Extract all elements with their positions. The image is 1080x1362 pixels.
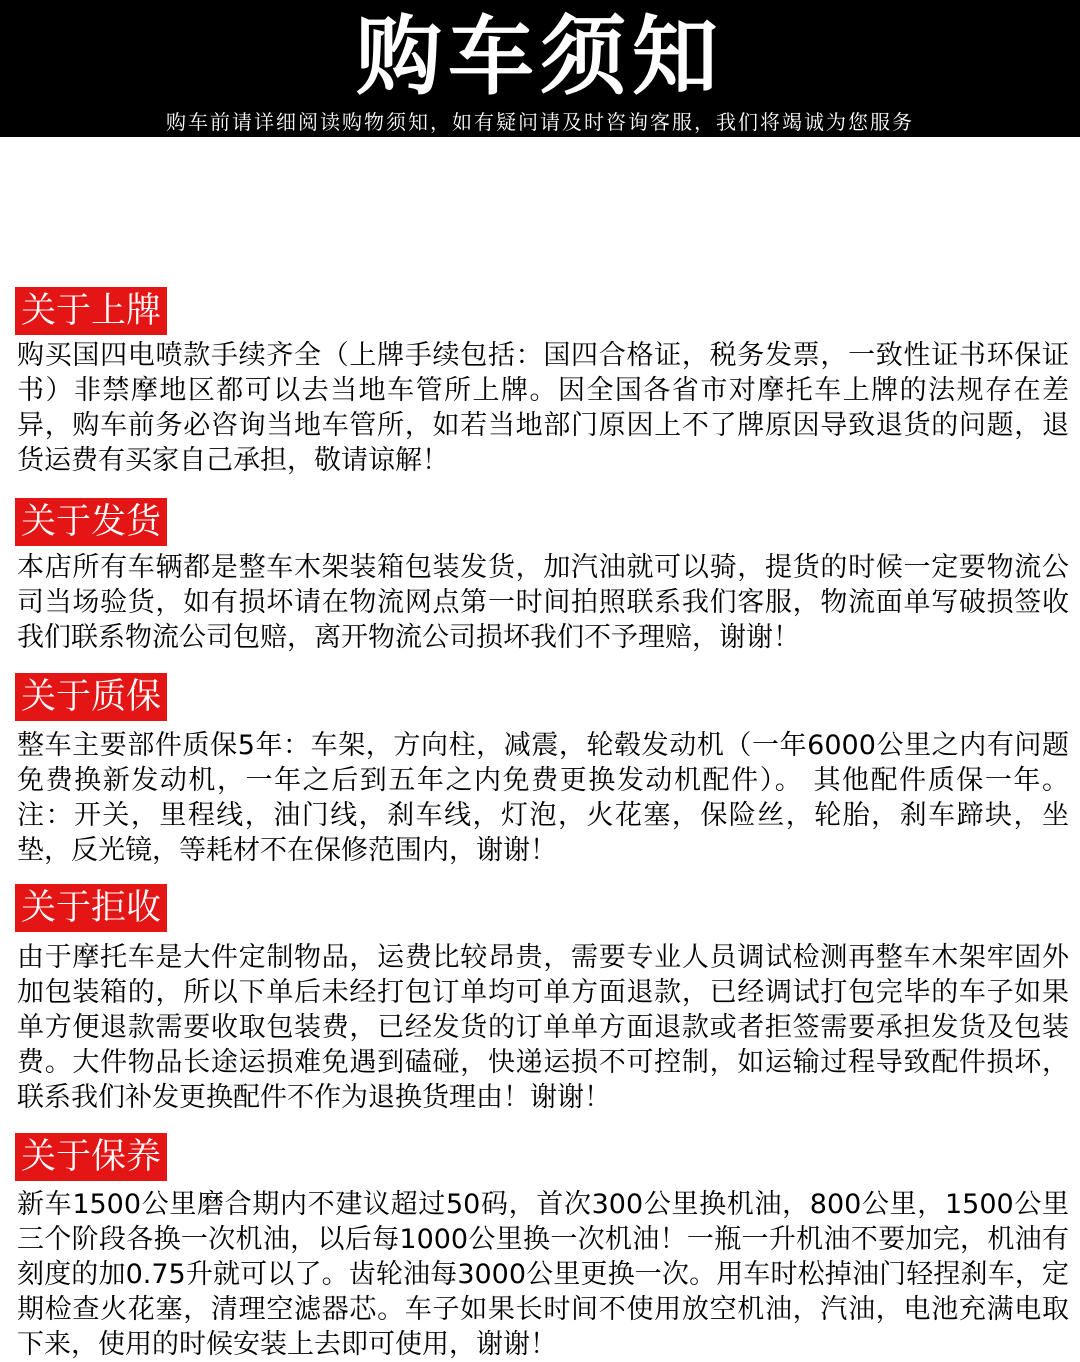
section-text: 购买国四电喷款手续齐全（上牌手续包括：国四合格证，税务发票，一致性证书环保证书）非禁摩地区都可以去当地车管所上牌。因全国各省市对摩托车上牌的法规存在差异，购车前务必咨询当地车管所，如若当地部门原因上不了牌原因导致退货的问题，退货运费有买家自己承担，敬请谅解！ — [17, 340, 1069, 476]
section-text: 整车主要部件质保5年：车架，方向柱，减震，轮毂发动机（一年6000公里之内有问题免费换新发动机，一年之后到五年之内免费更换发动机配件）。 其他配件质保一年。 注：开关，里程线，油门线，刹车线，灯泡，火花塞，保险丝，轮胎，刹车蹄块，坐垫，反光镜，等耗材不在保修范围内，谢谢！ — [17, 730, 1069, 866]
section-text: 本店所有车辆都是整车木架装箱包装发货，加汽油就可以骑，提货的时候一定要物流公司当场验货，如有损坏请在物流网点第一时间拍照联系我们客服，物流面单写破损签收我们联系物流公司包赔，离开物流公司损坏我们不予理赔，谢谢！ — [17, 552, 1069, 653]
section-tag: 关于保养 — [15, 1133, 167, 1181]
section-tag: 关于拒收 — [15, 884, 167, 932]
section-text: 由于摩托车是大件定制物品，运费比较昂贵，需要专业人员调试检测再整车木架牢固外加包装箱的，所以下单后未经打包订单均可单方面退款，已经调试打包完毕的车子如果单方便退款需要收取包装费，已经发货的订单单方面退款或者拒签需要承担发货及包装费。大件物品长途运损难免遇到磕碰，快递运损不可控制，如运输过程导致配件损坏，联系我们补发更换配件不作为退换货理由！谢谢！ — [17, 942, 1069, 1113]
page-header — [0, 0, 1080, 137]
page-title: 购车须知 — [356, 7, 724, 107]
section-tag: 关于上牌 — [15, 287, 167, 335]
page-subtitle: 购车前请详细阅读购物须知，如有疑问请及时咨询客服，我们将竭诚为您服务 — [166, 110, 914, 134]
section-text: 新车1500公里磨合期内不建议超过50码，首次300公里换机油，800公里，1500公里三个阶段各换一次机油，以后每1000公里换一次机油！一瓶一升机油不要加完，机油有刻度的加0.75升就可以了。齿轮油每3000公里更换一次。用车时松掉油门轻捏刹车，定期检查火花塞，清理空滤器芯。车子如果长时间不使用放空机油，汽油，电池充满电取下来，使用的时候安装上去即可使用，谢谢！ — [17, 1189, 1069, 1360]
section-tag: 关于发货 — [15, 498, 167, 546]
section-tag: 关于质保 — [15, 673, 167, 721]
